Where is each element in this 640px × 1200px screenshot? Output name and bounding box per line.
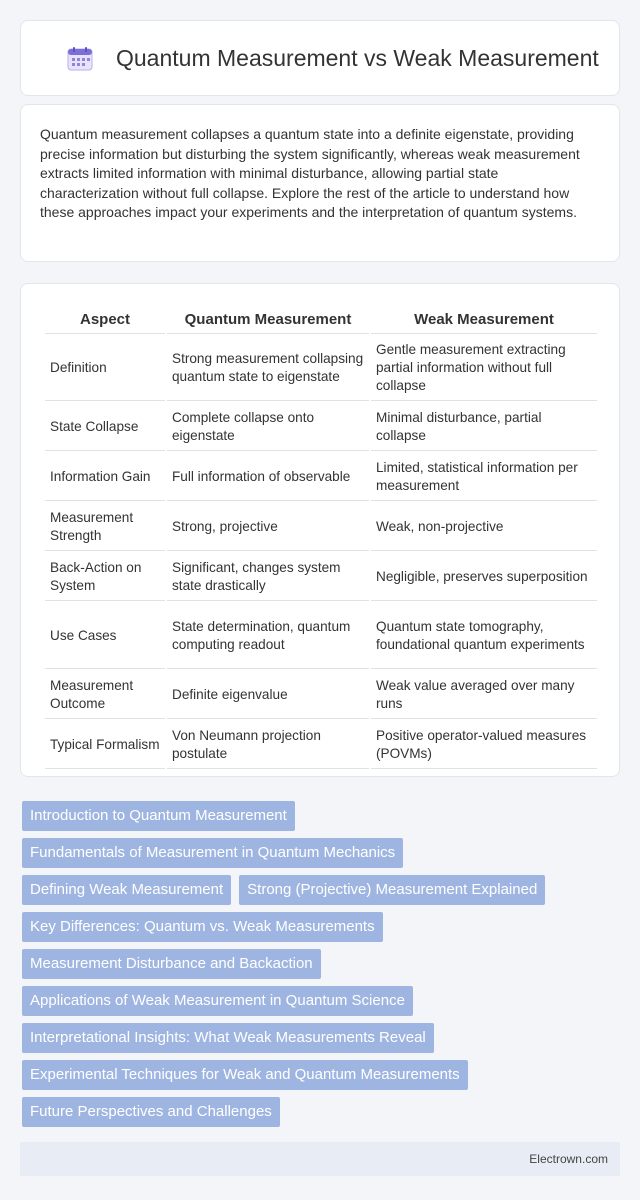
footer <box>20 1142 620 1176</box>
header-card <box>20 20 620 96</box>
table-row <box>45 453 597 501</box>
cell-weak: Weak value averaged over many runs <box>371 671 597 719</box>
toc-link[interactable]: Experimental Techniques for Weak and Quantum Measurements <box>22 1060 468 1090</box>
cell-aspect: Information Gain <box>45 453 165 501</box>
comparison-table-card <box>20 283 620 777</box>
cell-quantum: Full information of observable <box>167 453 369 501</box>
cell-aspect: State Collapse <box>45 403 165 451</box>
footer-site: Electrown.com <box>529 1152 608 1166</box>
toc-row <box>22 1097 622 1127</box>
intro-card <box>20 104 620 262</box>
table-row <box>45 671 597 719</box>
cell-aspect: Use Cases <box>45 603 165 669</box>
table-header-row <box>45 306 597 334</box>
table-row <box>45 603 597 669</box>
cell-weak: Minimal disturbance, partial collapse <box>371 403 597 451</box>
intro-paragraph: Quantum measurement collapses a quantum state into a definite eigenstate, providing precise information but disturbing the system significantly, whereas weak measurement extracts limited information with minimal disturbance, allowing partial state characterization without full collapse. Explore the rest of the article to understand how these approaches impact your experiments and the interpretation of quantum systems. <box>40 126 580 220</box>
toc-link[interactable]: Fundamentals of Measurement in Quantum Mechanics <box>22 838 403 868</box>
toc-row <box>22 912 622 942</box>
toc-row <box>22 801 622 831</box>
toc-row <box>22 949 622 979</box>
cell-quantum: Definite eigenvalue <box>167 671 369 719</box>
toc-row <box>22 875 622 905</box>
cell-weak: Weak, non-projective <box>371 503 597 551</box>
header-aspect: Aspect <box>45 306 165 334</box>
toc-tags <box>22 801 622 1134</box>
cell-aspect: Definition <box>45 336 165 401</box>
table-row <box>45 403 597 451</box>
cell-aspect: Measurement Outcome <box>45 671 165 719</box>
toc-link[interactable]: Future Perspectives and Challenges <box>22 1097 280 1127</box>
cell-aspect: Measurement Strength <box>45 503 165 551</box>
cell-weak: Gentle measurement extracting partial information without full collapse <box>371 336 597 401</box>
table-row <box>45 503 597 551</box>
toc-row <box>22 1023 622 1053</box>
cell-quantum: Von Neumann projection postulate <box>167 721 369 769</box>
toc-link[interactable]: Measurement Disturbance and Backaction <box>22 949 321 979</box>
toc-row <box>22 986 622 1016</box>
calendar-grid-icon <box>67 46 93 72</box>
toc-link[interactable]: Interpretational Insights: What Weak Measurements Reveal <box>22 1023 434 1053</box>
toc-link[interactable]: Defining Weak Measurement <box>22 875 231 905</box>
table-row <box>45 336 597 401</box>
page-title: Quantum Measurement vs Weak Measurement <box>116 45 599 71</box>
header-weak-measurement: Weak Measurement <box>371 306 597 334</box>
cell-quantum: Significant, changes system state drastically <box>167 553 369 601</box>
comparison-table <box>43 304 599 771</box>
cell-quantum: State determination, quantum computing readout <box>167 603 369 669</box>
toc-link[interactable]: Key Differences: Quantum vs. Weak Measurements <box>22 912 383 942</box>
header-quantum-measurement: Quantum Measurement <box>167 306 369 334</box>
cell-aspect: Typical Formalism <box>45 721 165 769</box>
cell-weak: Quantum state tomography, foundational quantum experiments <box>371 603 597 669</box>
cell-quantum: Strong, projective <box>167 503 369 551</box>
toc-link[interactable]: Strong (Projective) Measurement Explained <box>239 875 545 905</box>
toc-link[interactable]: Introduction to Quantum Measurement <box>22 801 295 831</box>
cell-weak: Limited, statistical information per measurement <box>371 453 597 501</box>
toc-row <box>22 1060 622 1090</box>
toc-link[interactable]: Applications of Weak Measurement in Quantum Science <box>22 986 413 1016</box>
table-row <box>45 721 597 769</box>
cell-quantum: Complete collapse onto eigenstate <box>167 403 369 451</box>
cell-aspect: Back-Action on System <box>45 553 165 601</box>
toc-row <box>22 838 622 868</box>
cell-weak: Negligible, preserves superposition <box>371 553 597 601</box>
table-row <box>45 553 597 601</box>
cell-quantum: Strong measurement collapsing quantum state to eigenstate <box>167 336 369 401</box>
cell-weak: Positive operator-valued measures (POVMs) <box>371 721 597 769</box>
